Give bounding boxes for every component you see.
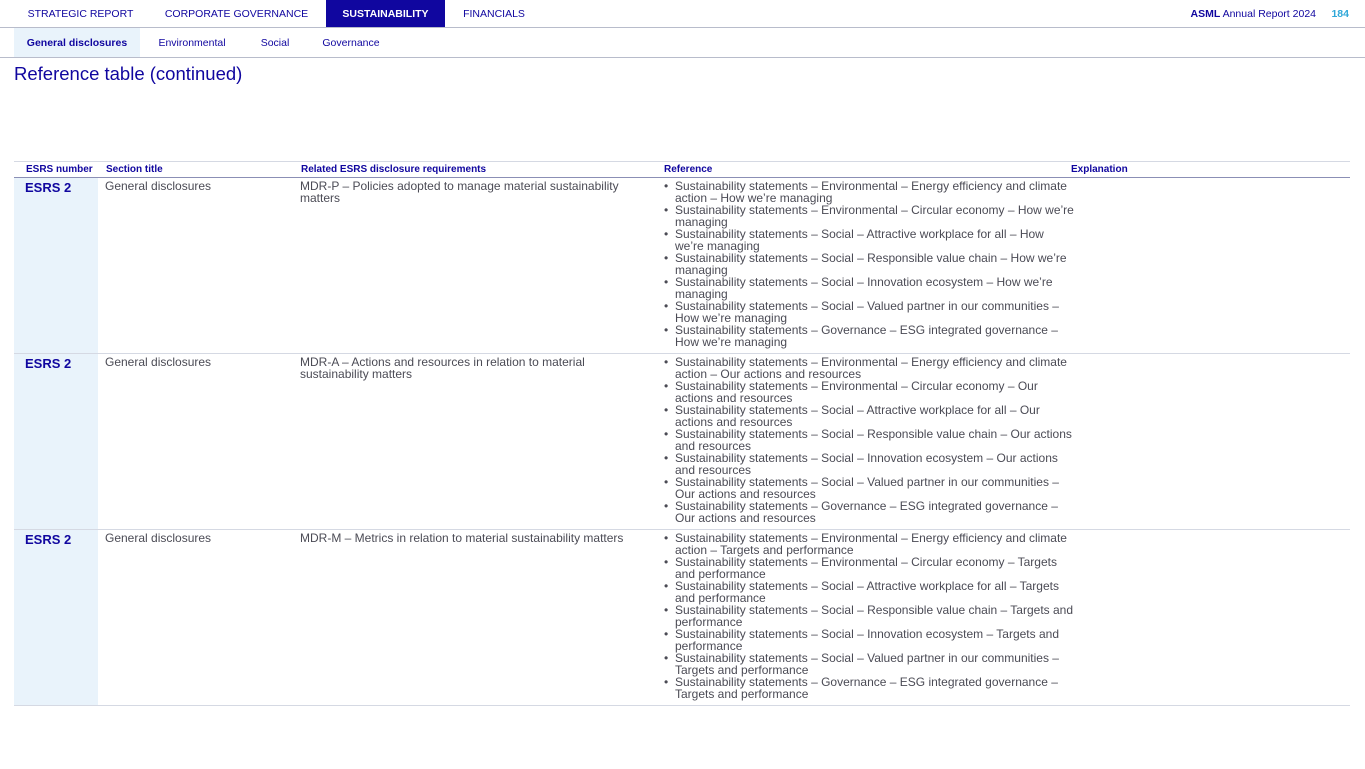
report-title <box>1191 0 1317 27</box>
section-title: General disclosures <box>105 179 212 193</box>
disclosure-requirement: MDR-M – Metrics in relation to material sustainability matters <box>300 531 624 545</box>
reference-item: • Sustainability statements – Governance – ESG integrated governance – How we’re managing <box>664 324 1074 348</box>
col-header-reference: Reference <box>664 164 713 175</box>
reference-item: • Sustainability statements – Social – Attractive workplace for all – How we’re managing <box>664 228 1074 252</box>
reference-item: • Sustainability statements – Environmental – Circular economy – How we’re managing <box>664 204 1074 228</box>
tab-financials[interactable]: FINANCIALS <box>463 8 525 20</box>
subtab-environmental[interactable]: Environmental <box>158 37 226 49</box>
reference-item: • Sustainability statements – Environmental – Circular economy – Our actions and resources <box>664 380 1074 404</box>
reference-item: • Sustainability statements – Social – Valued partner in our communities – Targets and performance <box>664 652 1074 676</box>
reference-list <box>664 356 1074 524</box>
esrs-number: ESRS 2 <box>25 356 72 371</box>
reference-item: • Sustainability statements – Social – Valued partner in our communities – How we’re managing <box>664 300 1074 324</box>
tab-strategic-report[interactable]: STRATEGIC REPORT <box>27 8 134 20</box>
tab-corporate-governance[interactable]: CORPORATE GOVERNANCE <box>164 8 309 20</box>
reference-item: • Sustainability statements – Social – Innovation ecosystem – How we’re managing <box>664 276 1074 300</box>
reference-item: • Sustainability statements – Social – Valued partner in our communities – Our actions and resources <box>664 476 1074 500</box>
section-title: General disclosures <box>105 355 212 369</box>
disclosure-requirement: MDR-P – Policies adopted to manage material sustainability matters <box>300 179 619 205</box>
reference-item: • Sustainability statements – Governance – ESG integrated governance – Our actions and resources <box>664 500 1074 524</box>
tab-sustainability[interactable]: SUSTAINABILITY <box>326 0 445 27</box>
reference-item: • Sustainability statements – Social – Responsible value chain – How we’re managing <box>664 252 1074 276</box>
table-header <box>14 161 1350 178</box>
top-navigation <box>0 0 1365 28</box>
page-number: 184 <box>1331 8 1349 20</box>
table-row <box>14 178 1350 354</box>
col-header-section-title: Section title <box>106 164 163 175</box>
subtab-social[interactable]: Social <box>260 37 290 49</box>
reference-item: • Sustainability statements – Social – Responsible value chain – Targets and performance <box>664 604 1074 628</box>
disclosure-requirement: MDR-A – Actions and resources in relation to material sustainability matters <box>300 355 585 381</box>
col-header-esrs-number: ESRS number <box>26 164 93 175</box>
esrs-cell <box>14 354 98 529</box>
sub-navigation <box>0 28 1365 58</box>
reference-item: • Sustainability statements – Environmental – Energy efficiency and climate action – Targets and performance <box>664 532 1074 556</box>
subtab-governance[interactable]: Governance <box>322 37 380 49</box>
brand-name: ASML <box>1190 8 1221 20</box>
esrs-cell <box>14 178 98 353</box>
reference-item: • Sustainability statements – Social – Innovation ecosystem – Targets and performance <box>664 628 1074 652</box>
table-row <box>14 354 1350 530</box>
reference-item: • Sustainability statements – Social – Responsible value chain – Our actions and resources <box>664 428 1074 452</box>
col-header-explanation: Explanation <box>1071 164 1128 175</box>
table-row <box>14 530 1350 706</box>
reference-item: • Sustainability statements – Social – Attractive workplace for all – Our actions and resources <box>664 404 1074 428</box>
reference-item: • Sustainability statements – Environmental – Energy efficiency and climate action – How we’re managing <box>664 180 1074 204</box>
page-title: Reference table (continued) <box>14 63 243 84</box>
reference-item: • Sustainability statements – Governance – ESG integrated governance – Targets and performance <box>664 676 1074 700</box>
subtab-general-disclosures[interactable]: General disclosures <box>14 28 140 57</box>
reference-list <box>664 532 1074 700</box>
esrs-number: ESRS 2 <box>25 180 72 195</box>
esrs-number: ESRS 2 <box>25 532 72 547</box>
reference-item: • Sustainability statements – Environmental – Energy efficiency and climate action – Our actions and resources <box>664 356 1074 380</box>
report-name: Annual Report 2024 <box>1222 8 1316 20</box>
reference-item: • Sustainability statements – Social – Innovation ecosystem – Our actions and resources <box>664 452 1074 476</box>
reference-item: • Sustainability statements – Environmental – Circular economy – Targets and performance <box>664 556 1074 580</box>
col-header-requirements: Related ESRS disclosure requirements <box>301 164 487 175</box>
esrs-cell <box>14 530 98 705</box>
reference-item: • Sustainability statements – Social – Attractive workplace for all – Targets and performance <box>664 580 1074 604</box>
section-title: General disclosures <box>105 531 212 545</box>
reference-list <box>664 180 1074 348</box>
